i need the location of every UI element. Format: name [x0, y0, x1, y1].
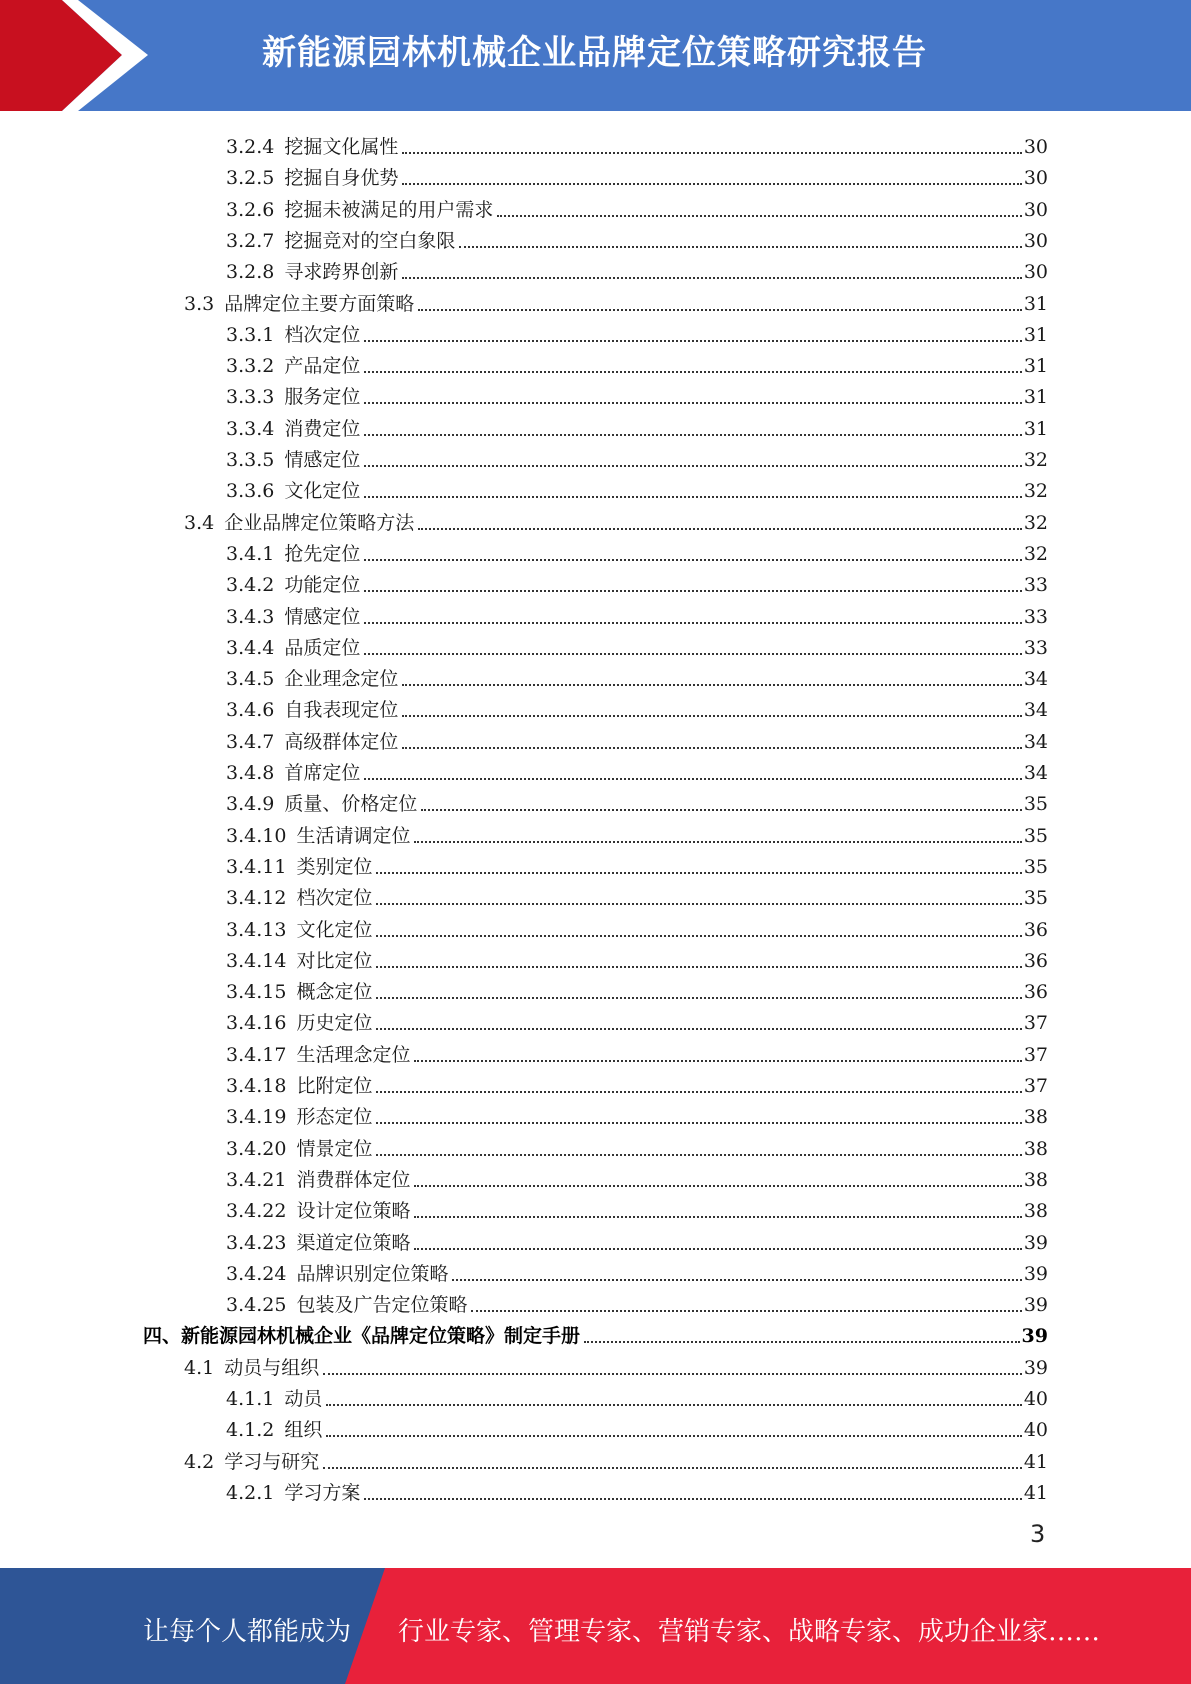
page-header [0, 0, 1191, 111]
toc-entry-page: 40 [1023, 1388, 1048, 1410]
toc-entry-title: 渠道定位策略 [296, 1231, 411, 1254]
toc-entry[interactable] [226, 159, 1048, 190]
toc-entry[interactable] [226, 128, 1048, 159]
toc-entry-page: 40 [1023, 1419, 1048, 1442]
toc-dot-leader [414, 1247, 1021, 1250]
footer-slogan-right: 行业专家、管理专家、营销专家、战略专家、成功企业家…… [398, 1617, 1101, 1647]
toc-entry-title: 功能定位 [284, 574, 361, 597]
toc-entry-number: 3.4.25 [226, 1294, 287, 1317]
toc-dot-leader [421, 808, 1021, 811]
toc-entry-number: 3.4.4 [226, 636, 275, 659]
toc-entry-page: 39 [1023, 1356, 1048, 1379]
toc-entry[interactable] [226, 848, 1048, 879]
toc-dot-leader [584, 1340, 1020, 1343]
toc-entry[interactable] [226, 691, 1048, 722]
toc-entry-number: 3.4.8 [226, 762, 275, 784]
toc-entry[interactable] [226, 222, 1048, 253]
toc-entry-page: 32 [1023, 480, 1048, 503]
toc-dot-leader [402, 276, 1021, 279]
toc-entry-page: 30 [1023, 136, 1048, 158]
toc-entry-number: 3.4.3 [226, 605, 275, 628]
toc-entry-number: 4.2 [184, 1450, 215, 1473]
toc-entry-title: 生活请调定位 [296, 824, 411, 847]
toc-entry[interactable] [226, 1192, 1048, 1223]
toc-entry-number: 4.1.1 [226, 1388, 275, 1410]
toc-dot-leader [364, 339, 1021, 342]
toc-entry[interactable] [226, 1411, 1048, 1442]
toc-entry-title: 企业理念定位 [284, 668, 399, 691]
toc-entry[interactable] [226, 754, 1048, 785]
toc-entry-page: 30 [1023, 167, 1048, 190]
toc-entry-title: 形态定位 [296, 1106, 373, 1129]
toc-entry[interactable] [226, 378, 1048, 409]
toc-dot-leader [414, 1184, 1021, 1187]
toc-entry[interactable] [226, 316, 1048, 347]
toc-dot-leader [402, 151, 1021, 154]
toc-entry-number: 3.4.12 [226, 887, 287, 910]
toc-entry[interactable] [226, 785, 1048, 816]
toc-entry-title: 高级群体定位 [284, 730, 399, 753]
toc-dot-leader [364, 777, 1021, 780]
toc-dot-leader [364, 589, 1021, 592]
toc-dot-leader [497, 214, 1021, 217]
toc-entry-number: 3.4.2 [226, 574, 275, 597]
toc-entry-title: 首席定位 [284, 762, 361, 784]
toc-entry[interactable] [226, 1380, 1048, 1411]
toc-dot-leader [414, 1215, 1021, 1218]
toc-entry[interactable] [226, 191, 1048, 222]
toc-entry-page: 34 [1023, 730, 1048, 753]
toc-entry-number: 4.2.1 [226, 1481, 275, 1504]
toc-entry-number: 3.4.17 [226, 1043, 287, 1066]
toc-dot-leader [364, 495, 1021, 498]
toc-entry-page: 34 [1023, 668, 1048, 691]
toc-dot-leader [376, 965, 1021, 968]
toc-dot-leader [376, 871, 1021, 874]
toc-dot-leader [418, 527, 1022, 530]
report-title: 新能源园林机械企业品牌定位策略研究报告 [262, 33, 927, 73]
toc-entry-title: 类别定位 [296, 855, 373, 878]
toc-entry[interactable] [226, 1286, 1048, 1317]
toc-entry-title: 对比定位 [296, 949, 373, 972]
toc-dot-leader [323, 1372, 1022, 1375]
toc-entry-number: 4.1.2 [226, 1419, 275, 1442]
toc-entry[interactable] [226, 973, 1048, 1004]
toc-entry-number: 3.4.13 [226, 918, 287, 941]
toc-entry-title: 挖掘未被满足的用户需求 [284, 198, 494, 221]
toc-entry-title: 学习方案 [284, 1481, 361, 1504]
toc-entry-number: 3.4.10 [226, 824, 287, 847]
toc-entry[interactable] [226, 942, 1048, 973]
toc-entry-title: 抢先定位 [284, 542, 361, 565]
toc-entry-number: 3.3.6 [226, 480, 275, 503]
toc-entry-page: 38 [1023, 1106, 1048, 1129]
toc-entry-number: 3.3.5 [226, 449, 275, 471]
toc-entry-page: 37 [1023, 1075, 1048, 1097]
toc-entry-page: 36 [1023, 918, 1048, 941]
toc-entry-title: 消费定位 [284, 417, 361, 440]
toc-entry-page: 34 [1023, 762, 1048, 784]
toc-entry-page: 30 [1023, 198, 1048, 221]
toc-entry-number: 3.4.5 [226, 668, 275, 691]
toc-entry-page: 31 [1023, 292, 1048, 315]
toc-entry-title: 历史定位 [296, 1012, 373, 1035]
footer-slogan-left: 让每个人都能成为 [143, 1617, 352, 1647]
toc-entry-page: 35 [1023, 793, 1048, 816]
toc-entry[interactable] [184, 285, 1048, 316]
toc-entry[interactable] [226, 817, 1048, 848]
toc-dot-leader [402, 746, 1021, 749]
toc-entry-title: 文化定位 [296, 918, 373, 941]
toc-entry-number: 3.4.23 [226, 1231, 287, 1254]
toc-entry-page: 31 [1023, 386, 1048, 409]
toc-entry-number: 3.3.1 [226, 323, 275, 346]
toc-entry-title: 品牌定位主要方面策略 [224, 292, 415, 315]
toc-dot-leader [376, 1121, 1021, 1124]
toc-entry-title: 档次定位 [296, 887, 373, 910]
toc-entry[interactable] [226, 629, 1048, 660]
toc-entry[interactable] [143, 1317, 1048, 1348]
toc-entry[interactable] [226, 1474, 1048, 1505]
toc-entry-number: 3.4.6 [226, 699, 275, 722]
toc-dot-leader [376, 1090, 1021, 1093]
toc-dot-leader [471, 1309, 1021, 1312]
toc-entry-number: 3.4.16 [226, 1012, 287, 1035]
toc-dot-leader [326, 1434, 1021, 1437]
toc-dot-leader [376, 1027, 1021, 1030]
toc-entry-title: 设计定位策略 [296, 1200, 411, 1223]
toc-entry-title: 质量、价格定位 [284, 793, 418, 816]
toc-entry-number: 3.3.4 [226, 417, 275, 440]
toc-entry-number: 3.2.5 [226, 167, 275, 190]
toc-entry[interactable] [226, 723, 1048, 754]
toc-entry[interactable] [226, 441, 1048, 472]
toc-entry[interactable] [226, 598, 1048, 629]
toc-dot-leader [376, 902, 1021, 905]
toc-entry-page: 30 [1023, 229, 1048, 252]
toc-entry-number: 3.4.24 [226, 1262, 287, 1285]
toc-entry-number: 3.4.11 [226, 855, 287, 878]
toc-entry-title: 自我表现定位 [284, 699, 399, 722]
toc-entry-title: 情感定位 [284, 605, 361, 628]
toc-dot-leader [364, 652, 1021, 655]
toc-entry[interactable] [226, 347, 1048, 378]
toc-entry-page: 37 [1023, 1043, 1048, 1066]
toc-entry-page: 31 [1023, 355, 1048, 378]
toc-entry-title: 四、新能源园林机械企业《品牌定位策略》制定手册 [143, 1325, 581, 1348]
toc-entry-number: 3.4.7 [226, 730, 275, 753]
toc-entry-title: 学习与研究 [224, 1450, 320, 1473]
toc-entry-number: 3.4.19 [226, 1106, 287, 1129]
toc-entry-page: 39 [1021, 1325, 1048, 1348]
toc-dot-leader [414, 840, 1021, 843]
toc-entry[interactable] [226, 1036, 1048, 1067]
toc-entry-title: 情感定位 [284, 449, 361, 471]
toc-dot-leader [414, 1059, 1021, 1062]
toc-dot-leader [326, 1403, 1021, 1406]
toc-entry[interactable] [226, 660, 1048, 691]
toc-entry-number: 3.4.1 [226, 542, 275, 565]
toc-entry[interactable] [226, 1255, 1048, 1286]
toc-entry-number: 3.4.18 [226, 1075, 287, 1097]
toc-entry[interactable] [184, 1349, 1048, 1380]
toc-entry-title: 动员 [284, 1388, 323, 1410]
toc-entry-page: 37 [1023, 1012, 1048, 1035]
toc-entry-number: 3.2.4 [226, 136, 275, 158]
toc-entry[interactable] [226, 1067, 1048, 1098]
toc-entry-number: 3.3.2 [226, 355, 275, 378]
toc-entry-number: 3.3 [184, 292, 215, 315]
toc-entry[interactable] [226, 566, 1048, 597]
toc-entry[interactable] [226, 1224, 1048, 1255]
toc-entry-title: 比附定位 [296, 1075, 373, 1097]
page-number: 3 [1030, 1520, 1046, 1548]
toc-dot-leader [376, 1153, 1021, 1156]
toc-entry[interactable] [226, 410, 1048, 441]
toc-entry[interactable] [226, 535, 1048, 566]
toc-dot-leader [402, 182, 1021, 185]
toc-entry-title: 挖掘文化属性 [284, 136, 399, 158]
toc-entry-page: 36 [1023, 949, 1048, 972]
toc-entry-page: 30 [1023, 261, 1048, 284]
toc-entry-number: 3.4.14 [226, 949, 287, 972]
toc-entry-page: 38 [1023, 1168, 1048, 1191]
toc-entry-number: 3.2.7 [226, 229, 275, 252]
toc-dot-leader [364, 558, 1021, 561]
toc-entry[interactable] [226, 472, 1048, 503]
toc-entry-page: 31 [1023, 323, 1048, 346]
toc-entry-title: 产品定位 [284, 355, 361, 378]
toc-entry-page: 34 [1023, 699, 1048, 722]
toc-entry-number: 3.4.15 [226, 981, 287, 1004]
toc-entry[interactable] [184, 504, 1048, 535]
toc-entry-page: 39 [1023, 1294, 1048, 1317]
toc-dot-leader [402, 714, 1021, 717]
toc-entry-number: 3.4.9 [226, 793, 275, 816]
toc-entry-number: 3.4.21 [226, 1168, 287, 1191]
toc-entry[interactable] [226, 1161, 1048, 1192]
toc-entry-title: 情景定位 [296, 1137, 373, 1160]
toc-dot-leader [459, 245, 1021, 248]
toc-entry-page: 35 [1023, 824, 1048, 847]
toc-entry-page: 41 [1023, 1481, 1048, 1504]
toc-entry[interactable] [226, 1098, 1048, 1129]
toc-dot-leader [364, 433, 1021, 436]
toc-entry-page: 39 [1023, 1231, 1048, 1254]
toc-entry-page: 39 [1023, 1262, 1048, 1285]
toc-entry-title: 服务定位 [284, 386, 361, 409]
toc-entry-title: 包装及广告定位策略 [296, 1294, 468, 1317]
toc-entry[interactable] [226, 1130, 1048, 1161]
toc-dot-leader [376, 934, 1021, 937]
toc-entry-title: 文化定位 [284, 480, 361, 503]
toc-entry-title: 品牌识别定位策略 [296, 1262, 449, 1285]
toc-entry-page: 32 [1023, 449, 1048, 471]
toc-dot-leader [323, 1466, 1022, 1469]
toc-dot-leader [364, 1497, 1021, 1500]
toc-entry-title: 企业品牌定位策略方法 [224, 511, 415, 534]
toc-entry-page: 38 [1023, 1137, 1048, 1160]
toc-entry-page: 33 [1023, 605, 1048, 628]
toc-entry-title: 档次定位 [284, 323, 361, 346]
toc-dot-leader [402, 683, 1021, 686]
toc-entry[interactable] [226, 1004, 1048, 1035]
toc-entry-number: 3.3.3 [226, 386, 275, 409]
header-arrow-decoration [0, 0, 160, 111]
toc-entry-page: 33 [1023, 636, 1048, 659]
page-footer [0, 1568, 1191, 1684]
toc-entry-page: 32 [1023, 542, 1048, 565]
toc-entry-title: 品质定位 [284, 636, 361, 659]
toc-dot-leader [364, 401, 1021, 404]
toc-dot-leader [376, 996, 1021, 999]
toc-entry-title: 动员与组织 [224, 1356, 320, 1379]
toc-entry-title: 组织 [284, 1419, 323, 1442]
toc-entry-page: 36 [1023, 981, 1048, 1004]
toc-dot-leader [364, 370, 1021, 373]
toc-entry[interactable] [184, 1443, 1048, 1474]
toc-dot-leader [364, 464, 1021, 467]
toc-entry-number: 3.4.20 [226, 1137, 287, 1160]
toc-dot-leader [418, 308, 1022, 311]
toc-entry-title: 概念定位 [296, 981, 373, 1004]
toc-entry-title: 消费群体定位 [296, 1168, 411, 1191]
toc-entry-title: 生活理念定位 [296, 1043, 411, 1066]
toc-entry-number: 3.4.22 [226, 1200, 287, 1223]
toc-entry-page: 31 [1023, 417, 1048, 440]
toc-entry-page: 35 [1023, 887, 1048, 910]
toc-entry-title: 挖掘自身优势 [284, 167, 399, 190]
toc-entry-page: 35 [1023, 855, 1048, 878]
toc-entry-title: 寻求跨界创新 [284, 261, 399, 284]
toc-entry-number: 3.2.6 [226, 198, 275, 221]
toc-entry-page: 38 [1023, 1200, 1048, 1223]
toc-entry-number: 4.1 [184, 1356, 215, 1379]
toc-entry-title: 挖掘竞对的空白象限 [284, 229, 456, 252]
toc-entry-page: 33 [1023, 574, 1048, 597]
toc-entry-page: 32 [1023, 511, 1048, 534]
toc-entry-number: 3.4 [184, 511, 215, 534]
toc-dot-leader [452, 1278, 1021, 1281]
toc-entry-page: 41 [1023, 1450, 1048, 1473]
toc-entry[interactable] [226, 911, 1048, 942]
toc-entry-number: 3.2.8 [226, 261, 275, 284]
toc-dot-leader [364, 621, 1021, 624]
toc-entry[interactable] [226, 253, 1048, 284]
toc-entry[interactable] [226, 879, 1048, 910]
